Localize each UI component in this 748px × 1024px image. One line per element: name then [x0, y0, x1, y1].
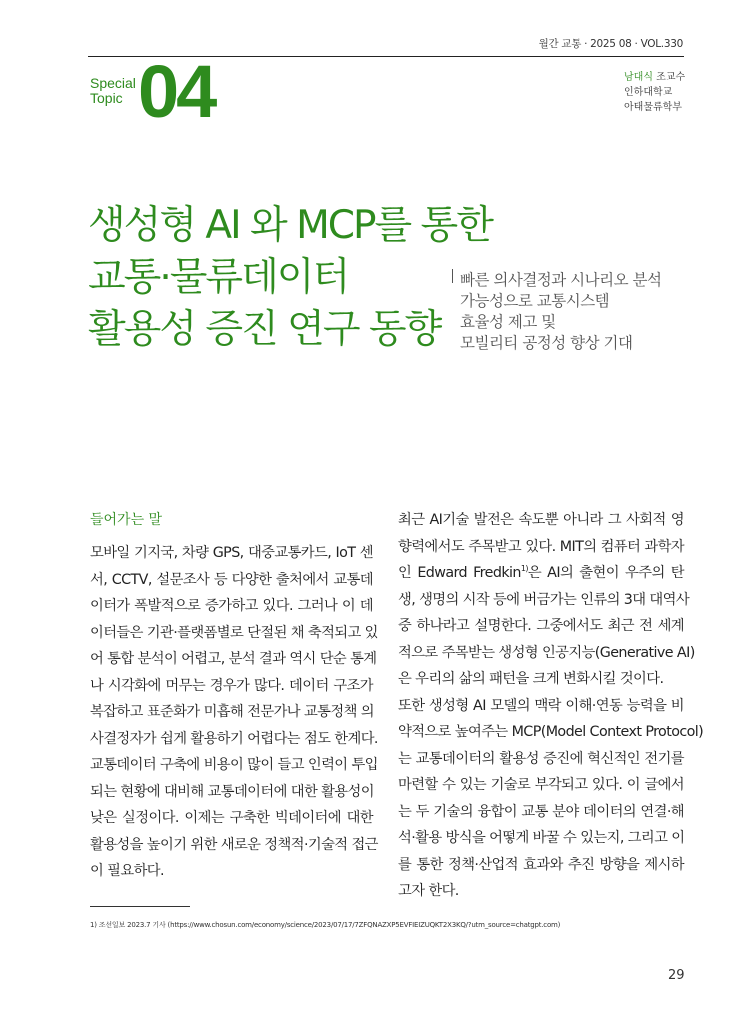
author-affiliation: 인하대학교	[624, 87, 673, 98]
text-line: 사결정자가 쉽게 활용하기 어렵다는 점도 한계다.	[90, 730, 378, 747]
article-subtitle	[460, 270, 661, 354]
title-line: 생성형 AI 와 MCP를 통한	[88, 203, 492, 248]
text-line: 모바일 기지국, 차량 GPS, 대중교통카드, IoT 센	[90, 545, 373, 561]
text-line	[398, 560, 684, 587]
right-column	[398, 507, 704, 905]
text-line: 어 통합 분석이 어렵고, 분석 결과 역시 단순 통계	[90, 651, 377, 667]
text-line: 는 교통데이터의 활용성 증진에 혁신적인 전기를	[398, 750, 684, 767]
title-line: 교통·물류데이터	[88, 255, 349, 300]
intro-heading: 들어가는 말	[90, 512, 163, 528]
subtitle-line: 효율성 제고 및	[460, 313, 556, 331]
text-fragment: 인 Edward Fredkin	[398, 565, 521, 581]
title-line: 활용성 증진 연구 동향	[88, 307, 441, 352]
text-line: 는 두 기술의 융합이 교통 분야 데이터의 연결·해	[398, 803, 684, 820]
text-line: 나 시각화에 머무는 경우가 많다. 데이터 구조가	[90, 677, 373, 694]
footnote: 1) 조선일보 2023.7 기사 (https://www.chosun.com/economy/science/2023/07/17/7ZFQNAZXP5EVFIEIZUQKT2X3KQ/?utm_source=chatgpt.com)	[90, 921, 561, 929]
text-line: 이터들은 기관·플랫폼별로 단절된 채 축적되고 있	[90, 624, 378, 641]
text-line: 복잡하고 표준화가 미흡해 전문가나 교통정책 의	[90, 704, 374, 720]
article-title	[88, 200, 492, 356]
text-line: 적으로 주목받는 생성형 인공지능(Generative AI)	[398, 644, 695, 661]
section-label-line2: Topic	[90, 90, 123, 106]
subtitle-line: 가능성으로 교통시스템	[460, 292, 610, 310]
text-line: 또한 생성형 AI 모델의 맥락 이해·연동 능력을 비	[398, 697, 684, 714]
text-line: 이터가 폭발적으로 증가하고 있다. 그러나 이 데	[90, 598, 373, 614]
text-line: 생, 생명의 시작 등에 버금가는 인류의 3대 대역사	[398, 591, 690, 608]
text-line: 이 필요하다.	[90, 863, 164, 879]
text-line: 은 우리의 삶의 패턴을 크게 변화시킬 것이다.	[398, 671, 664, 687]
author-info	[624, 70, 685, 115]
author-title: 조교수	[656, 72, 686, 83]
text-fragment: 은 AI의 출현이 우주의 탄	[527, 565, 684, 581]
section-label	[90, 76, 136, 106]
subtitle-line: 모빌리티 공정성 향상 기대	[460, 334, 633, 352]
section-number: 04	[138, 50, 215, 133]
text-line: 중 하나라고 설명한다. 그중에서도 최근 전 세계	[398, 618, 684, 634]
text-line: 낮은 실정이다. 이제는 구축한 빅데이터에 대한	[90, 810, 373, 826]
text-line: 를 통한 정책·산업적 효과와 추진 방향을 제시하	[398, 856, 684, 873]
left-column	[90, 540, 378, 885]
text-line: 서, CCTV, 설문조사 등 다양한 출처에서 교통데	[90, 571, 373, 588]
text-line: 되는 현황에 대비해 교통데이터에 대한 활용성이	[90, 783, 374, 800]
subtitle-line: 빠른 의사결정과 시나리오 분석	[460, 271, 662, 289]
subtitle-bar	[452, 269, 453, 283]
text-line: 마련할 수 있는 기술로 부각되고 있다. 이 글에서	[398, 777, 684, 793]
footnote-ref[interactable]: 1)	[520, 564, 528, 574]
page-number: 29	[668, 968, 685, 983]
section-label-line1: Special	[90, 75, 136, 91]
text-line: 교통데이터 구축에 비용이 많이 들고 인력이 투입	[90, 757, 378, 773]
magazine-header: 월간 교통 · 2025 08 · VOL.330	[538, 38, 683, 50]
author-department: 아태물류학부	[624, 102, 682, 113]
text-line: 약적으로 높여주는 MCP(Model Context Protocol)	[398, 724, 704, 740]
text-line: 고자 한다.	[398, 883, 459, 899]
text-line: 향력에서도 주목받고 있다. MIT의 컴퓨터 과학자	[398, 538, 684, 555]
text-line: 최근 AI기술 발전은 속도뿐 아니라 그 사회적 영	[398, 512, 684, 528]
text-line: 석·활용 방식을 어떻게 바꿀 수 있는지, 그리고 이	[398, 830, 685, 846]
footnote-divider	[90, 906, 190, 907]
text-line: 활용성을 높이기 위한 새로운 정책적·기술적 접근	[90, 836, 378, 853]
author-name: 남대식	[624, 72, 653, 83]
